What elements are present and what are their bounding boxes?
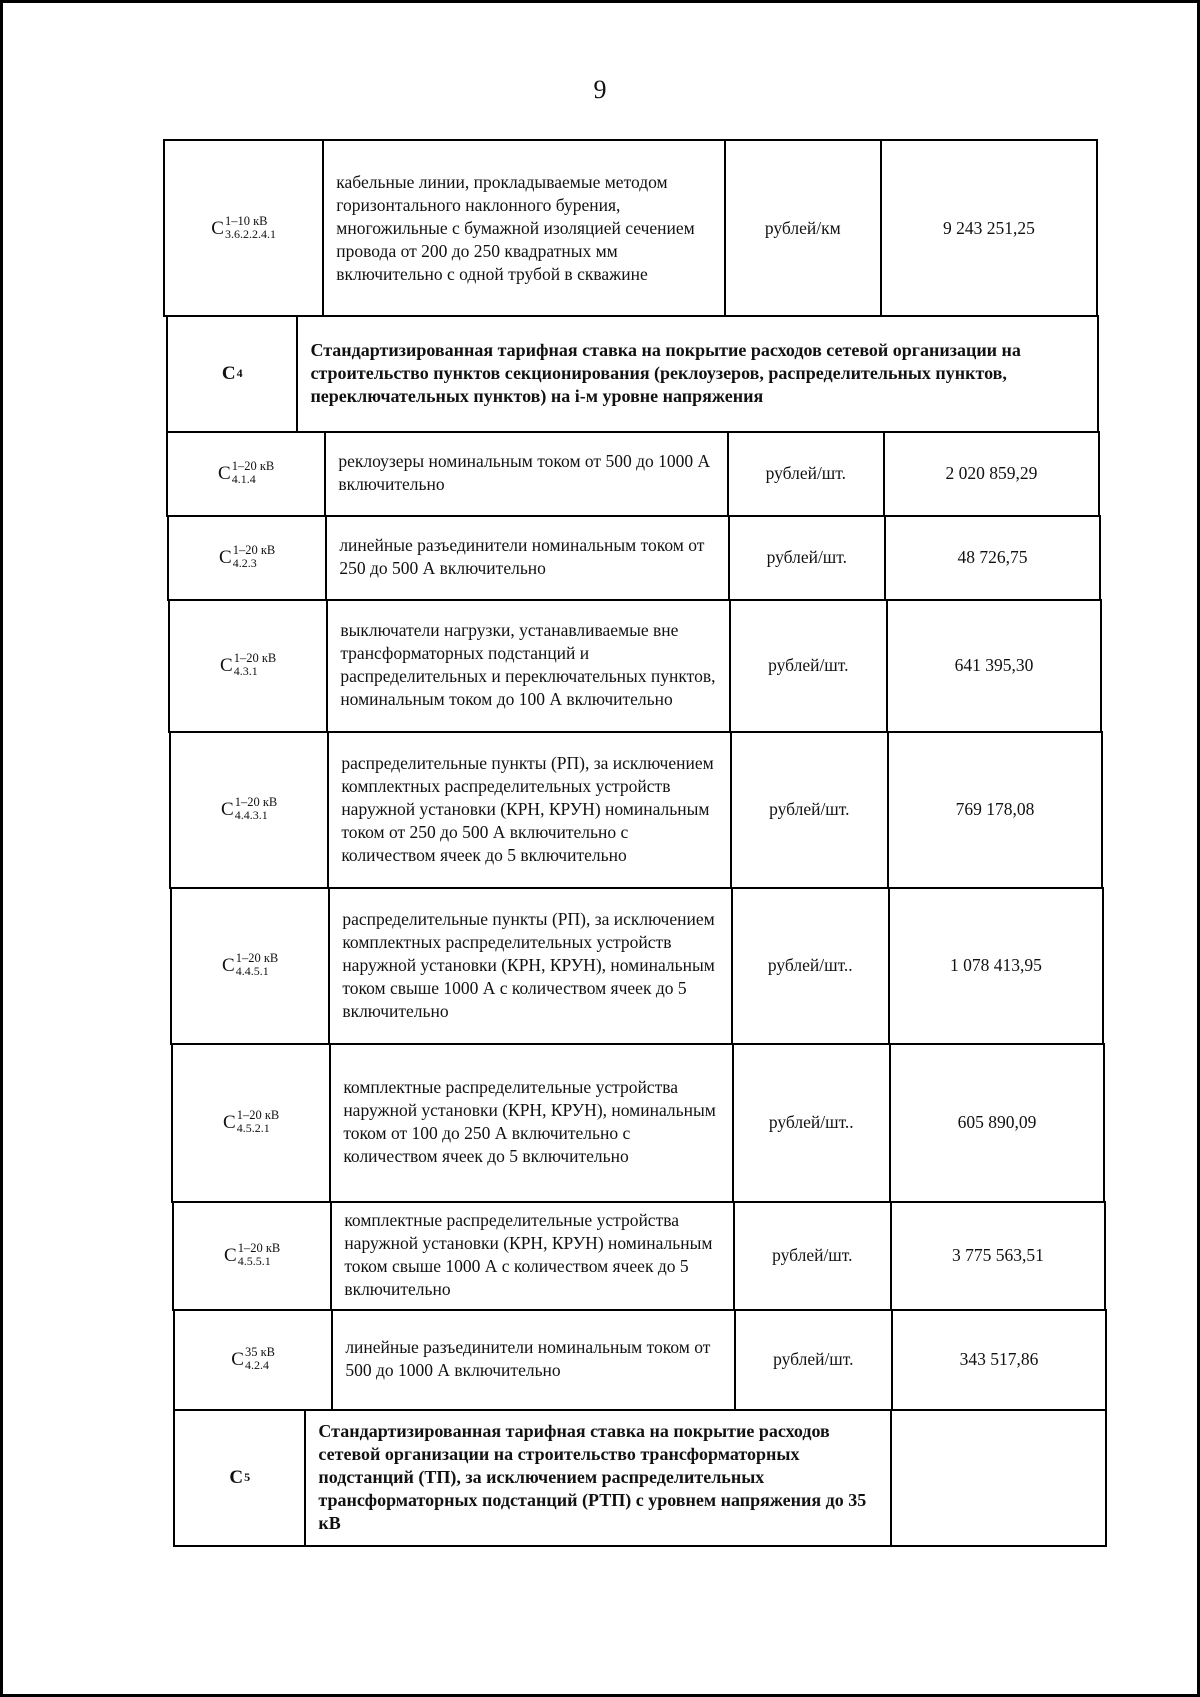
rate-value: 641 395,30 xyxy=(954,654,1034,675)
rate-value: 48 726,75 xyxy=(957,546,1028,567)
section-code xyxy=(175,1409,306,1545)
rate-symbol: C 1–20 кВ 4.3.1 xyxy=(220,651,277,678)
rate-value: 769 178,08 xyxy=(955,798,1035,819)
rate-description: выключатели нагрузки, устанавливаемые вне трансформаторных подстанций и распределительных и переключательных пунктов, номинальным током до 100 А включительно xyxy=(328,599,730,731)
rate-value: 605 890,09 xyxy=(957,1111,1037,1132)
rate-value: 9 243 251,25 xyxy=(943,217,1035,238)
rate-code xyxy=(165,141,324,315)
rate-symbol: C 1–20 кВ 4.5.5.1 xyxy=(224,1241,281,1268)
table-row xyxy=(170,887,1104,1045)
rate-unit: рублей/шт. xyxy=(731,599,888,731)
rate-unit: рублей/шт. xyxy=(735,1201,892,1309)
rate-value: 3 775 563,51 xyxy=(952,1244,1044,1265)
rate-code xyxy=(171,731,329,887)
rate-symbol: C 1–20 кВ 4.5.2.1 xyxy=(223,1108,280,1135)
rate-code xyxy=(173,1043,331,1201)
section-code xyxy=(168,315,298,431)
table-row xyxy=(168,599,1102,733)
rate-description: комплектные распределительные устройства наружной установки (КРН, КРУН), номинальным током от 100 до 250 А включительно с количеством ячеек до 5 включительно xyxy=(331,1043,733,1201)
rate-unit: рублей/шт. xyxy=(729,431,885,515)
rate-unit: рублей/шт.. xyxy=(733,887,890,1043)
section-title: Стандартизированная тарифная ставка на покрытие расходов сетевой организации на строительство трансформаторных подстанций (ТП), за исключением распределительных трансформаторных подстанций (РТП) с уровнем напряжения до 35 кВ xyxy=(306,1409,892,1545)
table-row xyxy=(163,139,1098,317)
rate-value: 1 078 413,95 xyxy=(950,954,1042,975)
rate-symbol: C 1–20 кВ 4.1.4 xyxy=(218,459,275,486)
rate-description: комплектные распределительные устройства наружной установки (КРН, КРУН) номинальным током свыше 1000 А с количеством ячеек до 5 включительно xyxy=(332,1201,734,1309)
rate-unit: рублей/км xyxy=(726,141,882,315)
rate-code xyxy=(172,887,330,1043)
rate-code xyxy=(168,431,326,515)
rate-symbol: C 1–20 кВ 4.2.3 xyxy=(219,543,276,570)
rate-code xyxy=(169,515,327,599)
table-row xyxy=(167,515,1101,601)
rate-symbol: C 35 кВ 4.2.4 xyxy=(231,1345,276,1372)
rate-unit: рублей/шт. xyxy=(736,1309,893,1409)
rate-description: кабельные линии, прокладываемые методом горизонтального наклонного бурения, многожильные с бумажной изоляцией сечением провода от 200 до 250 квадратных мм включительно с одной трубой в скважине xyxy=(324,141,725,315)
rate-code xyxy=(174,1201,332,1309)
section-symbol: C 4 xyxy=(221,362,243,384)
rate-code xyxy=(170,599,328,731)
rate-description: линейные разъединители номинальным током от 250 до 500 А включительно xyxy=(327,515,729,599)
rate-symbol: C 1–10 кВ 3.6.2.2.4.1 xyxy=(211,214,276,241)
section-title: Стандартизированная тарифная ставка на покрытие расходов сетевой организации на строительство пунктов секционирования (реклоузеров, распределительных пунктов, переключательных пунктов) на i-м уровне напряжения xyxy=(310,339,1021,406)
rate-code xyxy=(175,1309,333,1409)
table-row xyxy=(173,1309,1107,1411)
table-row xyxy=(172,1201,1106,1311)
section-symbol: C 5 xyxy=(229,1466,251,1488)
page-number: 9 xyxy=(593,75,607,104)
rate-unit: рублей/шт.. xyxy=(734,1043,891,1201)
rate-symbol: C 1–20 кВ 4.4.3.1 xyxy=(221,795,278,822)
rate-unit: рублей/шт. xyxy=(732,731,889,887)
rate-value: 343 517,86 xyxy=(959,1348,1039,1369)
section-header-row xyxy=(166,315,1099,433)
section-value-empty xyxy=(892,1409,1105,1545)
table-row xyxy=(169,731,1103,889)
rate-description: линейные разъединители номинальным током от 500 до 1000 А включительно xyxy=(333,1309,735,1409)
rate-description: распределительные пункты (РП), за исключением комплектных распределительных устройств наружной установки (КРН, КРУН), номинальным током свыше 1000 А с количеством ячеек до 5 включительно xyxy=(330,887,732,1043)
table-row xyxy=(166,431,1100,517)
rate-value: 2 020 859,29 xyxy=(945,462,1038,483)
rate-unit: рублей/шт. xyxy=(730,515,886,599)
rate-symbol: C 1–20 кВ 4.4.5.1 xyxy=(222,951,279,978)
rate-description: распределительные пункты (РП), за исключением комплектных распределительных устройств наружной установки (КРН, КРУН) номинальным током от 250 до 500 А включительно с количеством ячеек до 5 включительно xyxy=(329,731,731,887)
section-header-row xyxy=(173,1409,1107,1547)
table-row xyxy=(171,1043,1105,1203)
rate-description: реклоузеры номинальным током от 500 до 1000 А включительно xyxy=(326,431,728,515)
